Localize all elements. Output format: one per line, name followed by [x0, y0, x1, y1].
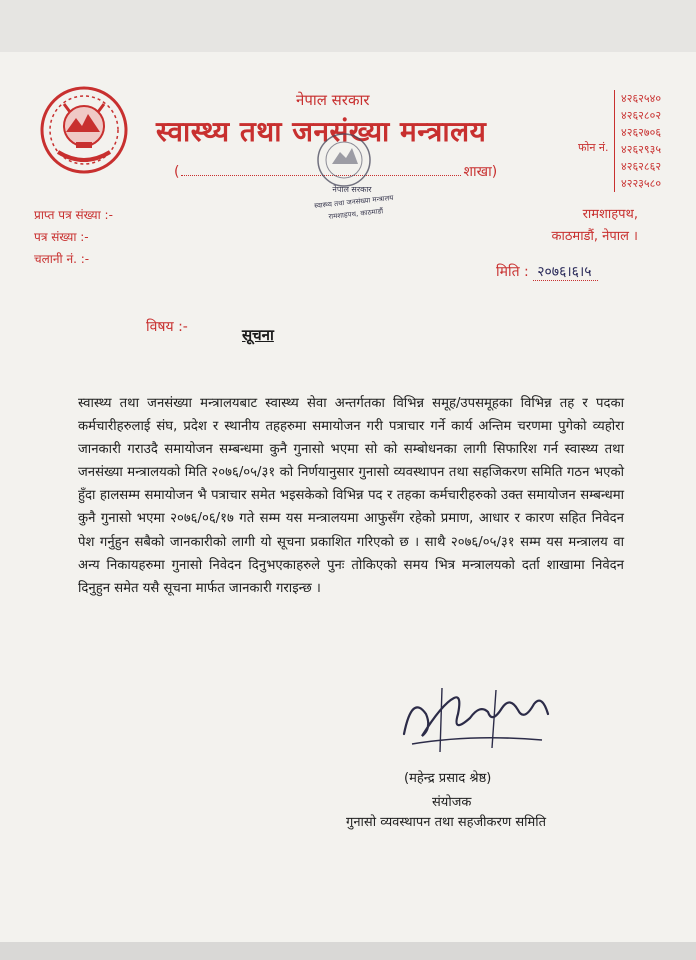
notice-body: स्वास्थ्य तथा जनसंख्या मन्त्रालयबाट स्वास्थ्य सेवा अन्तर्गतका विभिन्न समूह/उपसमूहका विभिन्न तह र पदका कर्मचारीहरुलाई संघ, प्रदेश र स्थानीय तहहरुमा समायोजन गरी पत्राचार गर्ने कार्य अन्तिम चरणमा पुगेको व्यहोरा जानकारी गराउदै समायोजन सम्बन्धमा कुनै गुनासो भएमा सो को सम्बोधनका लागी सिफारिश गर्न स्वास्थ्य तथा जनसंख्या मन्त्रालयको मिति २०७६/०५/३१ को निर्णयानुसार गुनासो व्यवस्थापन तथा सहजिकरण समिति गठन भएको हुँदा हालसम्म समायोजन भै पत्राचार समेत भइसकेको विभिन्न पद र तहका कर्मचारीहरुको उक्त समायोजन सम्बन्धमा कुनै गुनासो भएमा २०७६/०६/१७ गते सम्म यस मन्त्रालयमा आफुसँग रहेको प्रमाण, आधार र कारण सहित निवेदन पेश गर्नुहुन सबैको जानकारीको लागी यो सूचना प्रकाशित गरिएको छ । साथै २०७६/०५/३१ सम्म यस मन्त्रालय वा अन्य निकायहरुमा गुनासो निवेदन दिनुभएकाहरुले पुनः तोकिएको समय भित्र मन्त्रालयको दर्ता शाखामा निवेदन दिनुहुन समेत यसै सूचना मार्फत जानकारी गराइन्छ । [78, 396, 624, 596]
address-line-2: काठमाडौं, नेपाल । [551, 229, 638, 244]
phone-numbers [614, 90, 661, 192]
phone-number: ४२६२८६२ [621, 160, 662, 173]
stamp-line-3: रामशाहपथ, काठमाडौं [328, 207, 384, 221]
phone-number: ४२२३५८० [621, 177, 662, 190]
phone-label: फोन नं. [578, 141, 609, 154]
stamp-line-2: स्वास्थ्य तथा जनसंख्या मन्त्रालय [313, 193, 394, 211]
date-row [496, 262, 598, 281]
signature-icon [392, 674, 562, 764]
phone-number: ४२६२८०२ [621, 109, 662, 122]
ministry-stamp-icon [300, 128, 410, 238]
phone-number: ४२६२५४० [621, 92, 662, 105]
top-margin [0, 0, 696, 52]
date-value: २०७६।६।५ [533, 264, 597, 281]
signatory-name: (महेन्द्र प्रसाद श्रेष्ठ) [404, 771, 492, 786]
nepal-government-emblem-icon [36, 82, 132, 178]
received-letter-number: प्राप्त पत्र संख्या :- [34, 208, 113, 222]
branch-open: ( [174, 164, 180, 180]
signatory-committee: गुनासो व्यवस्थापन तथा सहजीकरण समिति [346, 815, 547, 830]
date-label: मिति : [496, 264, 529, 280]
phone-number: ४२६२९३५ [621, 143, 662, 156]
signatory-role: संयोजक [432, 795, 472, 810]
address-line-1: रामशाहपथ, [582, 207, 638, 222]
branch-close: शाखा) [463, 164, 498, 180]
government-title: नेपाल सरकार [296, 91, 370, 109]
reference-block [34, 204, 113, 270]
stamp-line-1: नेपाल सरकार [332, 185, 372, 194]
address-block [552, 204, 638, 248]
phone-number: ४२६२७०६ [621, 126, 662, 139]
letter-number: पत्र संख्या :- [34, 230, 89, 244]
subject-label: विषय :- [146, 319, 188, 335]
ministry-title: स्वास्थ्य तथा जनसंख्या मन्त्रालय [156, 115, 487, 148]
subject-title: सूचना [242, 326, 274, 344]
dispatch-number: चलानी नं. :- [34, 252, 90, 266]
